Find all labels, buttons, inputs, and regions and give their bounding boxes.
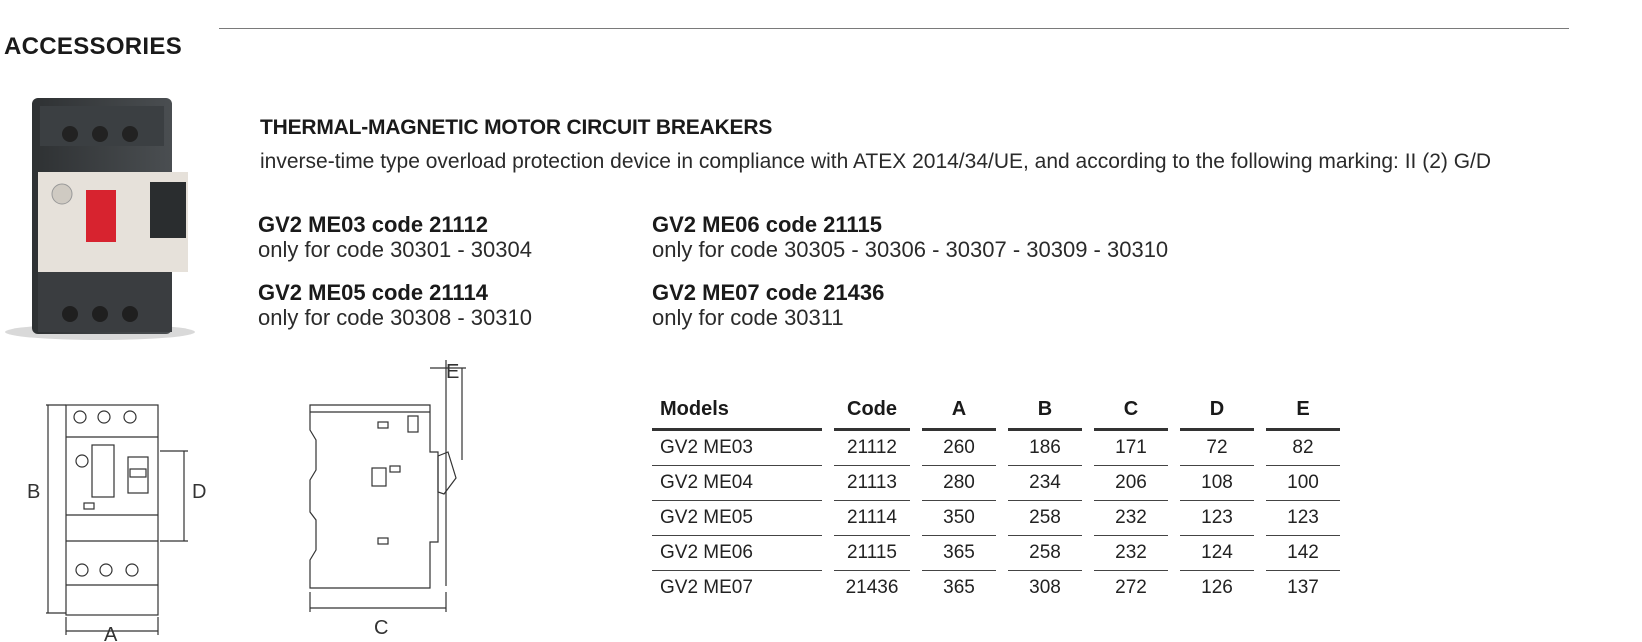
dim-label-c: C [374,617,389,639]
cell-model: GV2 ME06 [652,536,822,571]
col-header-models: Models [652,390,822,431]
col-header-a: A [922,390,996,431]
table-header-row [652,390,1340,431]
col-header-c: C [1094,390,1168,431]
table-row [652,466,1340,501]
model-compat: only for code 30301 - 30304 [258,237,532,262]
cell-b: 308 [1029,577,1061,598]
cell-b: 234 [1008,466,1082,501]
cell-a: 365 [943,577,975,598]
cell-d: 108 [1180,466,1254,501]
dim-label-b: B [27,481,41,503]
dim-label-e: E [446,361,460,383]
model-name: GV2 ME05 code 21114 [258,280,488,305]
cell-code: 21115 [834,536,910,571]
cell-b: 258 [1008,536,1082,571]
cell-e: 123 [1266,501,1340,536]
cell-code: 21112 [834,431,910,466]
cell-model: GV2 ME05 [652,501,822,536]
col-header-e: E [1266,390,1340,431]
cell-code: 21436 [845,577,899,598]
cell-d: 123 [1180,501,1254,536]
cell-a: 280 [922,466,996,501]
col-header-b: B [1008,390,1082,431]
cell-model: GV2 ME03 [652,431,822,466]
cell-e: 137 [1287,577,1319,598]
table-row [652,431,1340,466]
cell-e: 142 [1266,536,1340,571]
table-row [652,571,1340,605]
col-header-d: D [1180,390,1254,431]
cell-a: 350 [922,501,996,536]
cell-code: 21113 [834,466,910,501]
cell-b: 258 [1008,501,1082,536]
model-name: GV2 ME07 code 21436 [652,280,885,305]
model-name: GV2 ME03 code 21112 [258,212,488,237]
model-gv2-me05 [258,280,532,330]
cell-model: GV2 ME04 [652,466,822,501]
front-view-drawing [20,395,210,642]
model-gv2-me06 [652,212,1168,262]
cell-c: 206 [1094,466,1168,501]
table-row [652,536,1340,571]
model-compat: only for code 30311 [652,305,844,330]
cell-model: GV2 ME07 [660,577,753,598]
dim-label-d: D [192,481,207,503]
cell-d: 72 [1180,431,1254,466]
product-description: inverse-time type overload protection device in compliance with ATEX 2014/34/UE, and according to the following marking: II (2) G/D [260,150,1492,173]
cell-a: 365 [922,536,996,571]
cell-c: 272 [1115,577,1147,598]
dimensions-table [652,390,1340,605]
cell-b: 186 [1008,431,1082,466]
table-row [652,501,1340,536]
cell-e: 100 [1266,466,1340,501]
model-compat: only for code 30305 - 30306 - 30307 - 30309 - 30310 [652,237,1169,262]
side-view-drawing [300,360,480,642]
model-gv2-me07 [652,280,884,330]
cell-d: 126 [1201,577,1233,598]
model-name: GV2 ME06 code 21115 [652,212,882,237]
model-gv2-me03 [258,212,532,262]
header-rule [219,28,1569,29]
cell-d: 124 [1180,536,1254,571]
cell-c: 171 [1094,431,1168,466]
cell-e: 82 [1266,431,1340,466]
col-header-code: Code [834,390,910,431]
product-heading: THERMAL-MAGNETIC MOTOR CIRCUIT BREAKERS [260,116,773,139]
dim-label-a: A [104,624,118,642]
cell-c: 232 [1094,501,1168,536]
model-compat: only for code 30308 - 30310 [258,305,532,330]
cell-a: 260 [922,431,996,466]
section-title: ACCESSORIES [4,33,183,60]
circuit-breaker-photo [0,92,200,342]
cell-code: 21114 [834,501,910,536]
cell-c: 232 [1094,536,1168,571]
